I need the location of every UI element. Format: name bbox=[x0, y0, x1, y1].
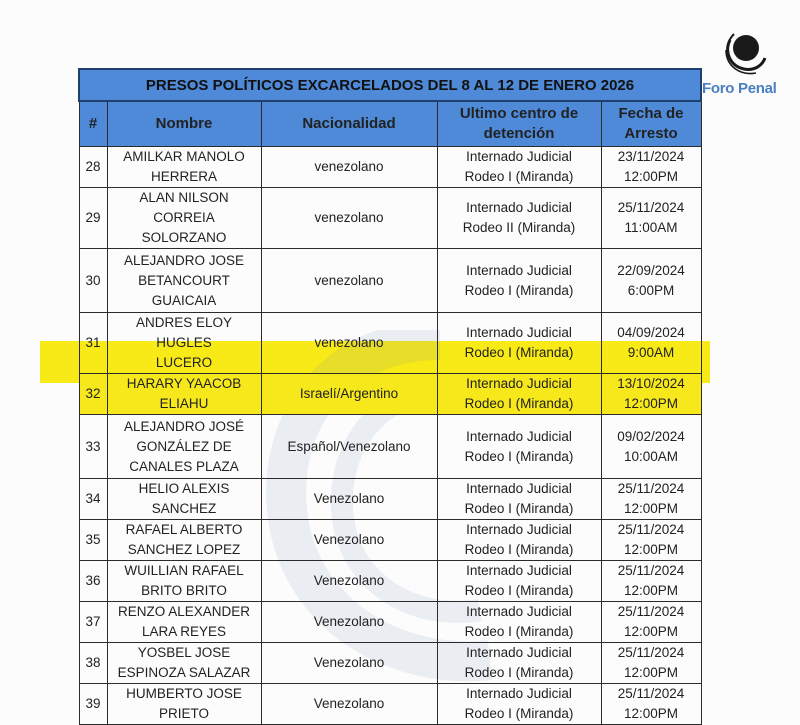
nationality: venezolano bbox=[261, 188, 437, 249]
arrest-date bbox=[601, 520, 701, 561]
nationality: Venezolano bbox=[261, 520, 437, 561]
arrest-date-day: 25/11/2024 bbox=[617, 481, 685, 496]
detention-center-line1: Internado Judicial bbox=[466, 325, 572, 340]
detention-center bbox=[437, 602, 601, 643]
detention-center-line1: Internado Judicial bbox=[466, 686, 572, 701]
prisoner-name-line: HELIO ALEXIS bbox=[138, 481, 230, 496]
prisoner-name-line: WUILLIAN RAFAEL bbox=[124, 563, 244, 578]
row-number: 37 bbox=[79, 602, 107, 643]
arrest-date bbox=[601, 561, 701, 602]
arrest-date bbox=[601, 313, 701, 374]
detention-center bbox=[437, 249, 601, 313]
row-number: 38 bbox=[79, 643, 107, 684]
arrest-date-time: 12:00PM bbox=[624, 706, 679, 721]
nationality: venezolano bbox=[261, 313, 437, 374]
nationality: venezolano bbox=[261, 147, 437, 188]
detention-center-line1: Internado Judicial bbox=[466, 200, 572, 215]
detention-center-line2: Rodeo I (Miranda) bbox=[464, 396, 574, 411]
detention-center-line1: Internado Judicial bbox=[466, 149, 572, 164]
prisoner-name-line: CANALES PLAZA bbox=[129, 458, 239, 474]
arrest-date-day: 25/11/2024 bbox=[617, 563, 685, 578]
arrest-date bbox=[601, 602, 701, 643]
detention-center-line1: Internado Judicial bbox=[466, 645, 572, 660]
foro-penal-swirl-icon bbox=[716, 28, 772, 80]
detention-center-line1: Internado Judicial bbox=[466, 428, 572, 444]
prisoner-name bbox=[107, 520, 261, 561]
detention-center-line1: Internado Judicial bbox=[466, 563, 572, 578]
table-row bbox=[79, 643, 701, 684]
prisoner-name-line: ESPINOZA SALAZAR bbox=[117, 665, 251, 680]
prisoner-name-line: BETANCOURT bbox=[138, 272, 230, 288]
row-number: 33 bbox=[79, 415, 107, 479]
nationality: Español/Venezolano bbox=[261, 415, 437, 479]
row-number: 35 bbox=[79, 520, 107, 561]
arrest-date bbox=[601, 147, 701, 188]
row-number: 28 bbox=[79, 147, 107, 188]
prisoner-name-line: LUCERO bbox=[155, 355, 213, 370]
arrest-date-day: 25/11/2024 bbox=[617, 604, 685, 619]
prisoner-name bbox=[107, 684, 261, 725]
detention-center bbox=[437, 684, 601, 725]
nationality: Venezolano bbox=[261, 602, 437, 643]
arrest-date-time: 12:00PM bbox=[624, 396, 679, 411]
arrest-date-day: 25/11/2024 bbox=[617, 522, 685, 537]
detention-center bbox=[437, 415, 601, 479]
detention-center-line1: Internado Judicial bbox=[466, 522, 572, 537]
header-date-line2: Arresto bbox=[624, 125, 678, 142]
nationality: Israelí/Argentino bbox=[261, 374, 437, 415]
row-number: 39 bbox=[79, 684, 107, 725]
detention-center bbox=[437, 643, 601, 684]
prisoner-name-line: HERRERA bbox=[150, 169, 217, 184]
prisoner-name-line: ALAN NILSON bbox=[139, 190, 229, 205]
detention-center-line2: Rodeo I (Miranda) bbox=[464, 169, 574, 184]
detention-center-line2: Rodeo I (Miranda) bbox=[464, 345, 574, 360]
detention-center-line2: Rodeo I (Miranda) bbox=[464, 542, 574, 557]
prisoner-name bbox=[107, 643, 261, 684]
arrest-date-time: 12:00PM bbox=[624, 583, 679, 598]
detention-center-line2: Rodeo II (Miranda) bbox=[462, 220, 576, 235]
header-arrest-date bbox=[601, 101, 701, 147]
arrest-date-time: 11:00AM bbox=[624, 220, 678, 235]
header-detention-center bbox=[437, 101, 601, 147]
header-nationality: Nacionalidad bbox=[261, 101, 437, 147]
detention-center bbox=[437, 561, 601, 602]
prisoner-name-line: CORREIA SOLORZANO bbox=[141, 210, 227, 245]
detention-center-line1: Internado Judicial bbox=[466, 376, 572, 391]
table-row bbox=[79, 561, 701, 602]
nationality: Venezolano bbox=[261, 643, 437, 684]
prisoner-name bbox=[107, 415, 261, 479]
table-row bbox=[79, 313, 701, 374]
nationality: Venezolano bbox=[261, 479, 437, 520]
nationality: Venezolano bbox=[261, 684, 437, 725]
table-row bbox=[79, 684, 701, 725]
prisoner-name-line: PRIETO bbox=[158, 706, 209, 721]
arrest-date-time: 12:00PM bbox=[624, 169, 679, 184]
arrest-date-day: 09/02/2024 bbox=[617, 428, 685, 444]
arrest-date-time: 10:00AM bbox=[624, 448, 679, 464]
detention-center-line2: Rodeo I (Miranda) bbox=[464, 624, 574, 639]
detention-center-line1: Internado Judicial bbox=[466, 481, 572, 496]
prisoner-name-line: SANCHEZ LOPEZ bbox=[127, 542, 241, 557]
prisoner-name bbox=[107, 479, 261, 520]
table-row bbox=[79, 188, 701, 249]
table-header-row bbox=[79, 101, 701, 147]
detention-center bbox=[437, 479, 601, 520]
prisoner-name-line: GONZÁLEZ DE bbox=[136, 438, 232, 454]
table-row bbox=[79, 479, 701, 520]
prisoner-name-line: RENZO ALEXANDER bbox=[117, 604, 251, 619]
arrest-date-day: 25/11/2024 bbox=[617, 686, 685, 701]
detention-center-line1: Internado Judicial bbox=[466, 262, 572, 278]
prisoner-name-line: GUAICAIA bbox=[151, 292, 217, 308]
row-number: 32 bbox=[79, 374, 107, 415]
released-prisoners-table bbox=[78, 68, 702, 725]
prisoner-name-line: RAFAEL ALBERTO bbox=[125, 522, 243, 537]
prisoner-name-line: SANCHEZ bbox=[151, 501, 217, 516]
arrest-date-time: 12:00PM bbox=[624, 624, 679, 639]
header-name: Nombre bbox=[107, 101, 261, 147]
table-row bbox=[79, 602, 701, 643]
prisoner-name bbox=[107, 313, 261, 374]
arrest-date-day: 25/11/2024 bbox=[617, 645, 685, 660]
arrest-date-day: 22/09/2024 bbox=[617, 262, 685, 278]
header-date-line1: Fecha de bbox=[618, 105, 684, 122]
prisoner-name-line: HARARY YAACOB bbox=[126, 376, 242, 391]
row-number: 30 bbox=[79, 249, 107, 313]
prisoner-name-line: ANDRES ELOY HUGLES bbox=[135, 315, 233, 350]
table-row bbox=[79, 147, 701, 188]
arrest-date bbox=[601, 188, 701, 249]
arrest-date-day: 23/11/2024 bbox=[617, 149, 685, 164]
table-row bbox=[79, 249, 701, 313]
arrest-date-time: 12:00PM bbox=[624, 501, 679, 516]
prisoner-name bbox=[107, 602, 261, 643]
nationality: venezolano bbox=[261, 249, 437, 313]
prisoner-name-line: HUMBERTO JOSE bbox=[126, 686, 242, 701]
prisoner-name-line: AMILKAR MANOLO bbox=[123, 149, 245, 164]
header-center-line2: detención bbox=[483, 125, 555, 142]
detention-center-line1: Internado Judicial bbox=[466, 604, 572, 619]
arrest-date bbox=[601, 643, 701, 684]
arrest-date bbox=[601, 415, 701, 479]
detention-center-line2: Rodeo I (Miranda) bbox=[464, 282, 574, 298]
nationality: Venezolano bbox=[261, 561, 437, 602]
prisoner-name-line: YOSBEL JOSE bbox=[137, 645, 231, 660]
prisoner-name-line: ELIAHU bbox=[159, 396, 209, 411]
arrest-date bbox=[601, 479, 701, 520]
detention-center bbox=[437, 374, 601, 415]
detention-center-line2: Rodeo I (Miranda) bbox=[464, 583, 574, 598]
prisoner-name bbox=[107, 374, 261, 415]
table-row bbox=[79, 415, 701, 479]
prisoner-name bbox=[107, 249, 261, 313]
row-number: 29 bbox=[79, 188, 107, 249]
prisoner-name bbox=[107, 188, 261, 249]
detention-center bbox=[437, 520, 601, 561]
table-row bbox=[79, 520, 701, 561]
arrest-date bbox=[601, 249, 701, 313]
foro-penal-logo-text: Foro Penal bbox=[702, 80, 777, 97]
row-number: 31 bbox=[79, 313, 107, 374]
prisoner-name-line: ALEJANDRO JOSE bbox=[123, 252, 245, 268]
arrest-date-time: 12:00PM bbox=[624, 542, 679, 557]
detention-center-line2: Rodeo I (Miranda) bbox=[464, 706, 574, 721]
foro-penal-logo bbox=[700, 28, 792, 102]
row-number: 34 bbox=[79, 479, 107, 520]
detention-center-line2: Rodeo I (Miranda) bbox=[464, 501, 574, 516]
detention-center bbox=[437, 147, 601, 188]
detention-center-line2: Rodeo I (Miranda) bbox=[464, 665, 574, 680]
prisoner-name-line: LARA REYES bbox=[141, 624, 227, 639]
detention-center bbox=[437, 313, 601, 374]
arrest-date-time: 6:00PM bbox=[627, 282, 675, 298]
header-center-line1: Ultimo centro de bbox=[459, 105, 579, 122]
arrest-date-time: 9:00AM bbox=[627, 345, 675, 360]
table-row bbox=[79, 374, 701, 415]
detention-center-line2: Rodeo I (Miranda) bbox=[464, 448, 574, 464]
prisoner-name bbox=[107, 561, 261, 602]
prisoner-name-line: ALEJANDRO JOSÉ bbox=[123, 418, 245, 434]
table-title: PRESOS POLÍTICOS EXCARCELADOS DEL 8 AL 12 DE ENERO 2026 bbox=[79, 69, 701, 101]
header-num: # bbox=[79, 101, 107, 147]
arrest-date bbox=[601, 684, 701, 725]
arrest-date-time: 12:00PM bbox=[624, 665, 679, 680]
arrest-date-day: 13/10/2024 bbox=[617, 376, 685, 391]
arrest-date-day: 25/11/2024 bbox=[617, 200, 685, 215]
prisoner-name bbox=[107, 147, 261, 188]
arrest-date bbox=[601, 374, 701, 415]
row-number: 36 bbox=[79, 561, 107, 602]
arrest-date-day: 04/09/2024 bbox=[617, 325, 685, 340]
table-body bbox=[79, 147, 701, 725]
detention-center bbox=[437, 188, 601, 249]
prisoner-name-line: BRITO BRITO bbox=[141, 583, 227, 598]
